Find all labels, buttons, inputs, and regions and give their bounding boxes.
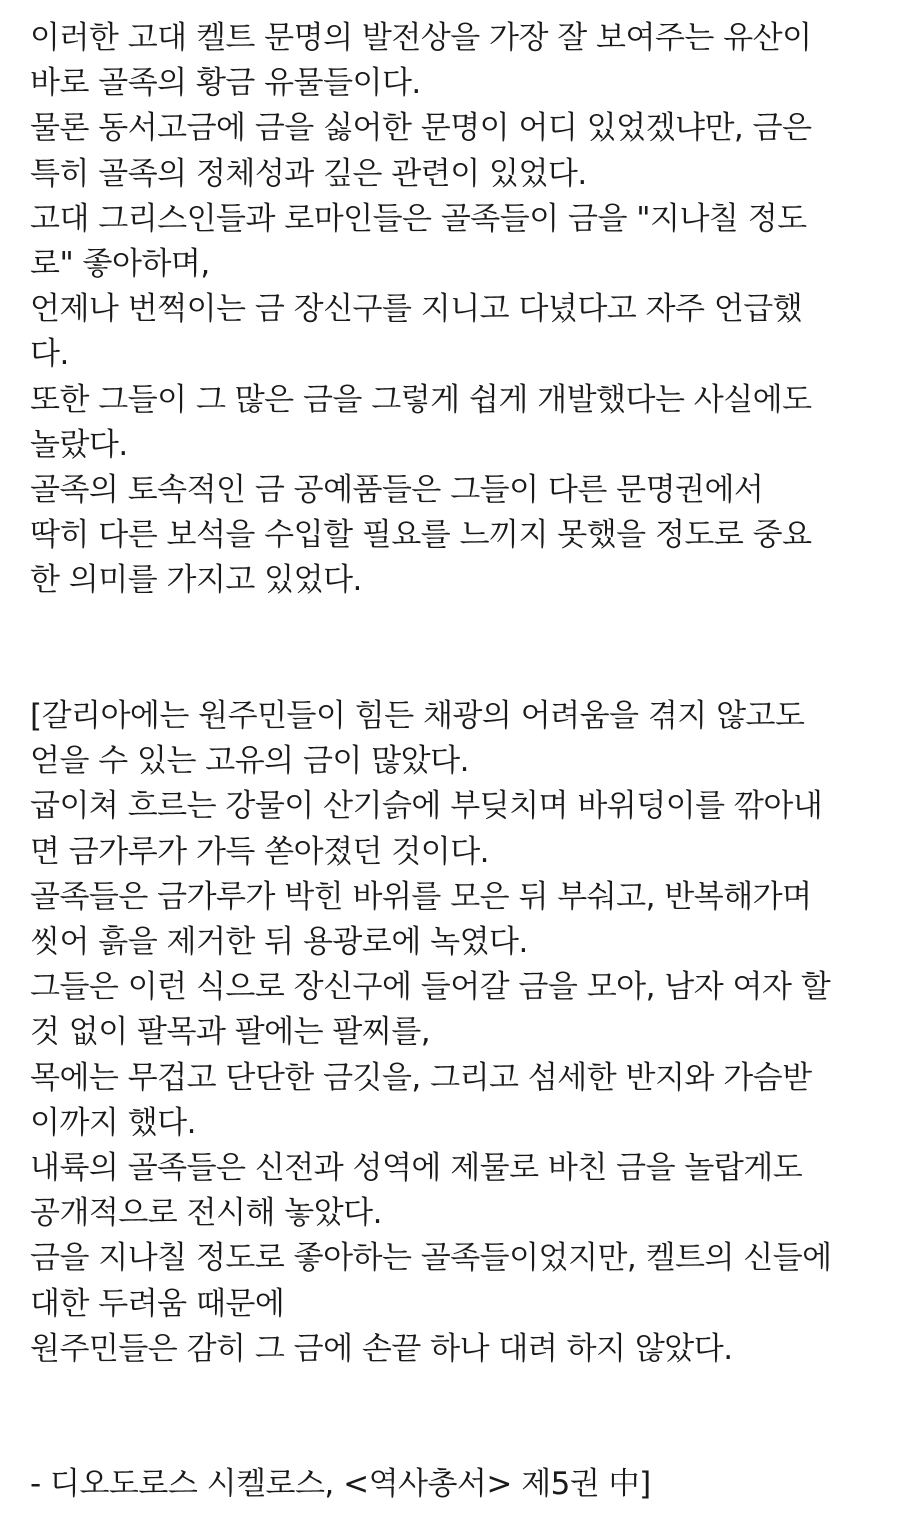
text-line: 바로 골족의 황금 유물들이다. — [30, 65, 421, 102]
text-line: 씻어 흙을 제거한 뒤 용광로에 녹였다. — [30, 924, 528, 961]
text-line: 내륙의 골족들은 신전과 성역에 제물로 바친 금을 놀랍게도 — [30, 1150, 803, 1187]
text-line: 고대 그리스인들과 로마인들은 골족들이 금을 "지나칠 정도 — [30, 200, 807, 237]
text-line: [갈리아에는 원주민들이 힘든 채광의 어려움을 겪지 않고도 — [30, 698, 805, 735]
text-line: 또한 그들이 그 많은 금을 그렇게 쉽게 개발했다는 사실에도 — [30, 381, 812, 418]
text-line: 다. — [30, 336, 69, 373]
text-line: 것 없이 팔목과 팔에는 팔찌를, — [30, 1014, 431, 1051]
text-line: 로" 좋아하며, — [30, 246, 210, 283]
text-line: 이러한 고대 켈트 문명의 발전상을 가장 잘 보여주는 유산이 — [30, 20, 812, 56]
text-line: 목에는 무겁고 단단한 금깃을, 그리고 섬세한 반지와 가슴받 — [30, 1059, 812, 1096]
text-line: 언제나 번쩍이는 금 장신구를 지니고 다녔다고 자주 언급했 — [30, 291, 803, 328]
text-line: 한 의미를 가지고 있었다. — [30, 562, 362, 599]
text-line: 원주민들은 감히 그 금에 손끝 하나 대려 하지 않았다. — [30, 1330, 733, 1367]
text-line: 면 금가루가 가득 쏟아졌던 것이다. — [30, 833, 490, 870]
blank-line — [30, 1372, 880, 1417]
text-line: 딱히 다른 보석을 수입할 필요를 느끼지 못했을 정도로 중요 — [30, 517, 812, 554]
text-line: 공개적으로 전시해 놓았다. — [30, 1195, 382, 1232]
text-line: 그들은 이런 식으로 장신구에 들어갈 금을 모아, 남자 여자 할 — [30, 969, 831, 1006]
citation-text: - 디오도로스 시켈로스, <역사총서> 제5권 中] — [30, 1466, 651, 1503]
text-line: 얻을 수 있는 고유의 금이 많았다. — [30, 743, 469, 780]
text-line: 골족의 토속적인 금 공예품들은 그들이 다른 문명권에서 — [30, 472, 764, 509]
text-line: 놀랐다. — [30, 426, 128, 463]
text-line: 물론 동서고금에 금을 싫어한 문명이 어디 있었겠냐만, 금은 — [30, 110, 812, 147]
document-body — [30, 16, 880, 1508]
paragraph-quotation — [30, 694, 880, 1372]
text-line: 골족들은 금가루가 박힌 바위를 모은 뒤 부숴고, 반복해가며 — [30, 878, 812, 915]
blank-line — [30, 649, 880, 694]
text-line: 굽이쳐 흐르는 강물이 산기슭에 부딪치며 바위덩이를 깎아내 — [30, 788, 823, 825]
paragraph-gold-heritage — [30, 16, 880, 604]
blank-line — [30, 604, 880, 649]
text-line: 이까지 했다. — [30, 1104, 196, 1141]
text-line: 대한 두려움 때문에 — [30, 1285, 285, 1322]
text-line: 금을 지나칠 정도로 좋아하는 골족들이었지만, 켈트의 신들에 — [30, 1240, 832, 1277]
blank-line — [30, 1417, 880, 1462]
citation — [30, 1462, 880, 1507]
text-line: 특히 골족의 정체성과 깊은 관련이 있었다. — [30, 155, 587, 192]
